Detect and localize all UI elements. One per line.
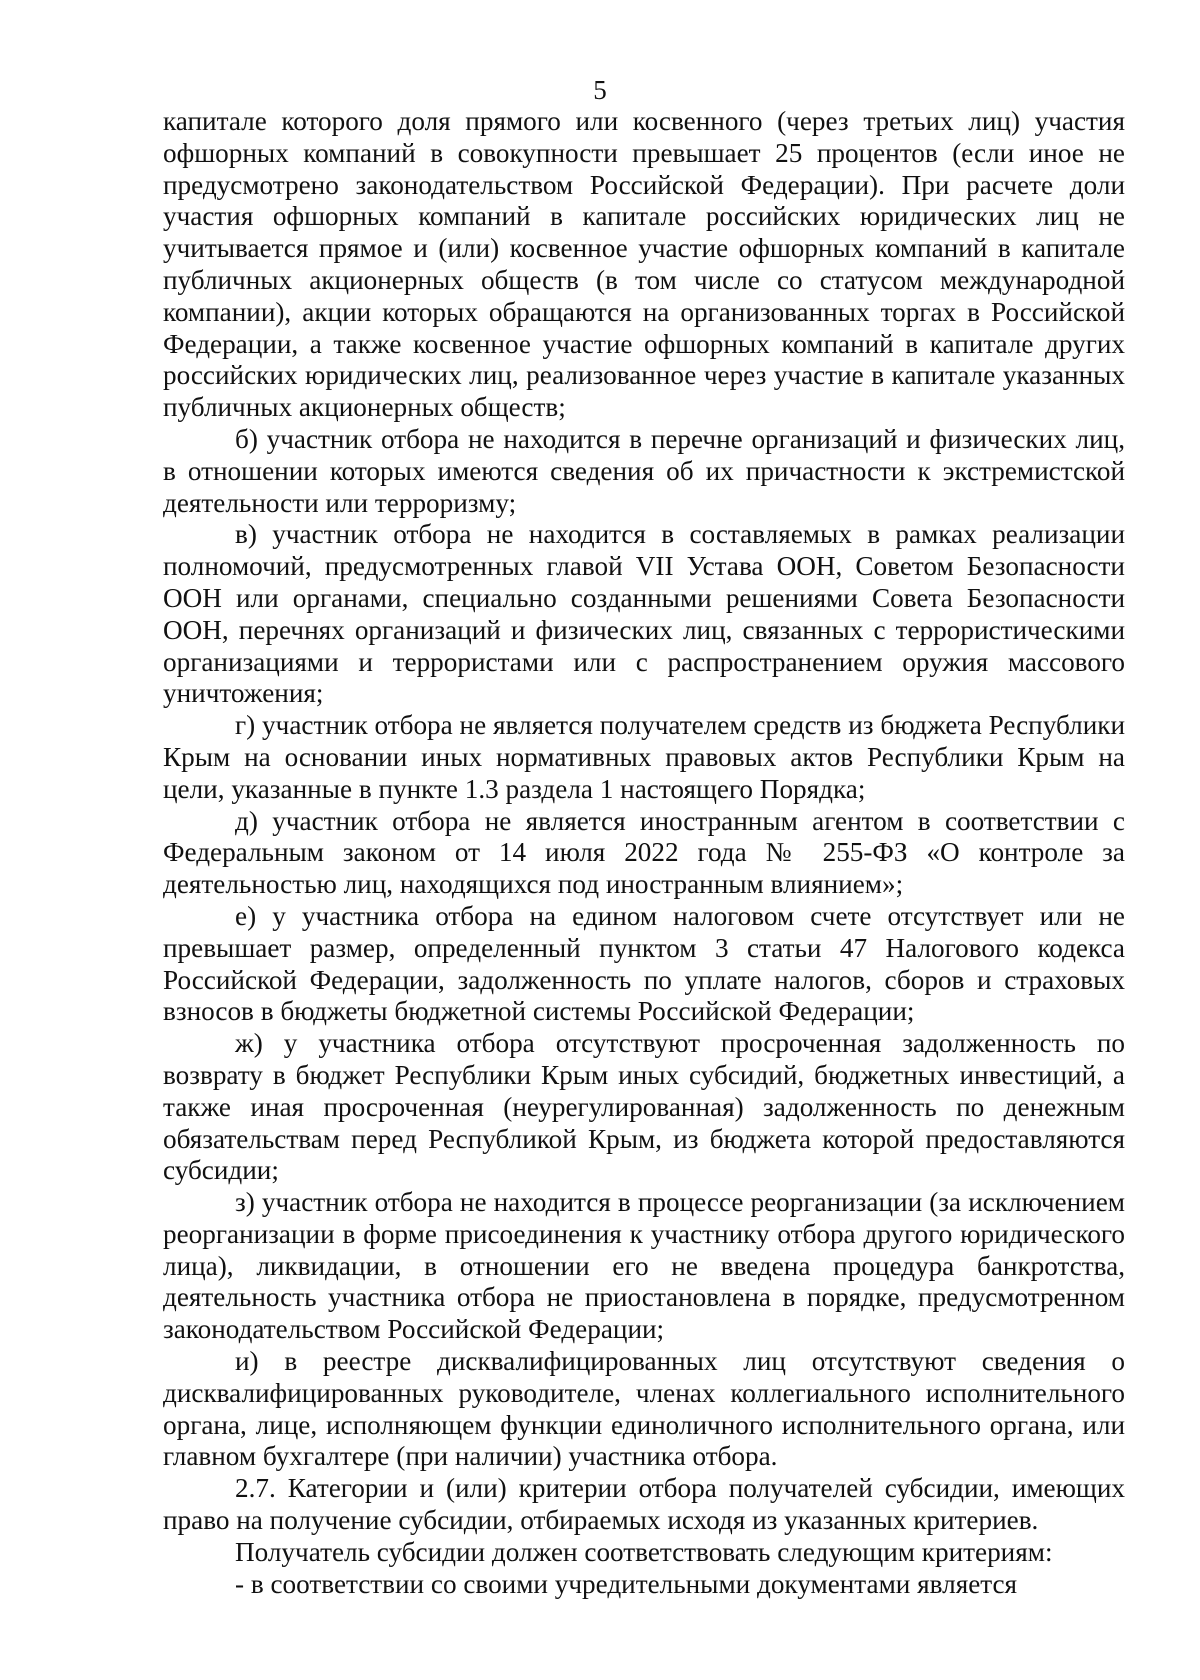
paragraph-criteria-dash-item: - в соответствии со своими учредительными документами является [235,1568,1018,1599]
paragraph-item-g: г) участник отбора не является получателем средств из бюджета Республики Крым на основании иных нормативных правовых актов Республики Крым на цели, указанные в пункте 1.3 раздела 1 настоящего Порядка; [163,710,1125,804]
page-number: 5 [593,75,607,105]
paragraph-item-i: и) в реестре дисквалифицированных лиц отсутствуют сведения о дисквалифицированных руководителе, членах коллегиального исполнительного органа, лице, исполняющем функции единоличного исполнительного органа, или главном бухгалтере (при наличии) участника отбора. [163,1346,1125,1472]
paragraph-item-zh: ж) у участника отбора отсутствуют просроченная задолженность по возврату в бюджет Республики Крым иных субсидий, бюджетных инвестиций, а также иная просроченная (неурегулированная) задолженность по денежным обязательствам перед Республикой Крым, из бюджета которой предоставляются субсидии; [163,1028,1125,1186]
paragraph-item-z: з) участник отбора не находится в процессе реорганизации (за исключением реорганизации в форме присоединения к участнику отбора другого юридического лица), ликвидации, в отношении его не введена процедура банкротства, деятельность участника отбора не приостановлена в порядке, предусмотренном законодательством Российской Федерации; [163,1187,1125,1345]
paragraph-item-e: е) у участника отбора на едином налоговом счете отсутствует или не превышает размер, определенный пунктом 3 статьи 47 Налогового кодекса Российской Федерации, задолженность по уплате налогов, сборов и страховых взносов в бюджеты бюджетной системы Российской Федерации; [163,900,1125,1027]
paragraph-item-v: в) участник отбора не находится в составляемых в рамках реализации полномочий, предусмотренных главой VII Устава ООН, Советом Безопасности ООН или органами, специально созданными решениями Совета Безопасности ООН, перечнях организаций и физических лиц, связанных с террористическими организациями и террористами или с распространением оружия массового уничтожения; [163,519,1125,709]
paragraph-recipient-criteria: Получатель субсидии должен соответствовать следующим критериям: [235,1536,1053,1567]
paragraph-item-d: д) участник отбора не является иностранным агентом в соответствии с Федеральным законом от 14 июля 2022 года № 255-ФЗ «О контроле за деятельностью лиц, находящихся под иностранным влиянием»; [163,805,1125,900]
paragraph-section-2-7: 2.7. Категории и (или) критерии отбора получателей субсидии, имеющих право на получение субсидии, отбираемых исходя из указанных критериев. [163,1473,1125,1536]
paragraph-item-b: б) участник отбора не находится в перечне организаций и физических лиц, в отношении которых имеются сведения об их причастности к экстремистской деятельности или терроризму; [163,423,1125,518]
document-body [163,106,1125,1600]
paragraph-offshore-continuation: капитале которого доля прямого или косвенного (через третьих лиц) участия офшорных компаний в совокупности превышает 25 процентов (если иное не предусмотрено законодательством Российской Федерации). При расчете доли участия офшорных компаний в капитале российских юридических лиц не учитывается прямое и (или) косвенное участие офшорных компаний в капитале публичных акционерных обществ (в том числе со статусом международной компании), акции которых обращаются на организованных торгах в Российской Федерации, а также косвенное участие офшорных компаний в капитале других российских юридических лиц, реализованное через участие в капитале указанных публичных акционерных обществ; [163,106,1125,423]
